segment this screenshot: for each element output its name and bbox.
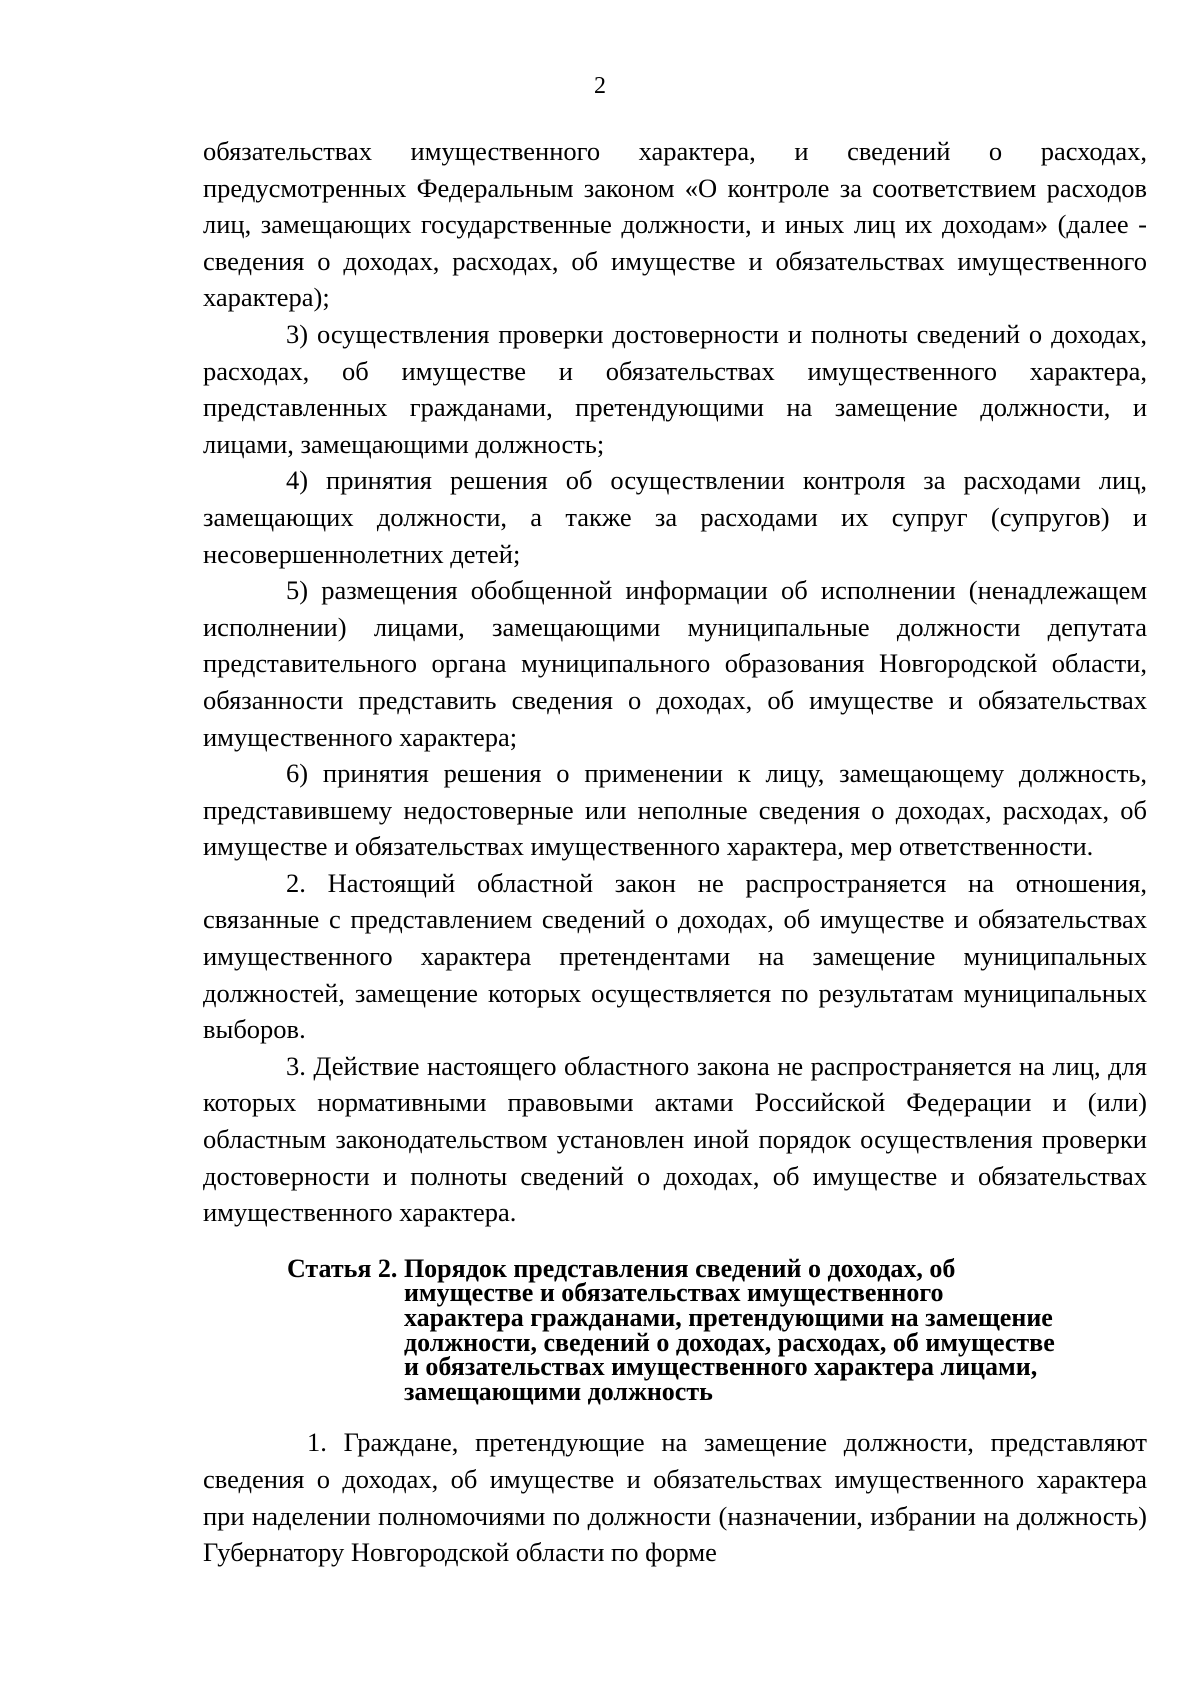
paragraph-item-5: 5) размещения обобщенной информации об исполнении (ненадлежащем исполнении) лицами, замещающими муниципальные должности депутата представительного органа муниципального образования Новгородской области, обязанности представить сведения о доходах, об имуществе и обязательствах имущественного характера; (203, 575, 1147, 752)
page-number: 2 (594, 73, 606, 99)
paragraph-item-3: 3) осуществления проверки достоверности и полноты сведений о доходах, расходах, об имуществе и обязательствах имущественного характера, представленных гражданами, претендующими на замещение должности, и лицами, замещающими должность; (203, 318, 1147, 459)
paragraph-part-3: 3. Действие настоящего областного закона не распространяется на лиц, для которых нормативными правовыми актами Российской Федерации и (или) областным законодательством установлен иной порядок осуществления проверки достоверности и полноты сведений о доходах, об имуществе и обязательствах имущественного характера. (203, 1050, 1147, 1228)
paragraph-item-4: 4) принятия решения об осуществлении контроля за расходами лиц, замещающих должности, а также за расходами их супруг (супругов) и несовершеннолетних детей; (203, 465, 1147, 569)
article-label: Статья 2. (287, 1253, 404, 1283)
article-paragraph-1: 1. Граждане, претендующие на замещение должности, представляют сведения о доходах, об имуществе и обязательствах имущественного характера при наделении полномочиями по должности (назначении, избрании на должность) Губернатору Новгородской области по форме (203, 1427, 1147, 1568)
article-heading (287, 1253, 1147, 1406)
paragraph-part-2: 2. Настоящий областной закон не распространяется на отношения, связанные с представлением сведений о доходах, об имуществе и обязательствах имущественного характера претендентами на замещение муниципальных должностей, замещение которых осуществляется по результатам муниципальных выборов. (203, 867, 1147, 1045)
document-body (203, 133, 1147, 1571)
article-title: Порядок представления сведений о доходах, об имуществе и обязательствах имущественного характера гражданами, претендующими на замещение должности, сведений о доходах, расходах, об имуществе и обязательствах имущественного характера лицами, замещающими должность (403, 1253, 1055, 1406)
paragraph-item-6: 6) принятия решения о применении к лицу, замещающему должность, представившему недостоверные или неполные сведения о доходах, расходах, об имуществе и обязательствах имущественного характера, мер ответственности. (203, 758, 1147, 862)
paragraph-continuation: обязательствах имущественного характера, и сведений о расходах, предусмотренных Федеральным законом «О контроле за соответствием расходов лиц, замещающих государственные должности, и иных лиц их доходам» (далее - сведения о доходах, расходах, об имуществе и обязательствах имущественного характера); (203, 136, 1147, 313)
